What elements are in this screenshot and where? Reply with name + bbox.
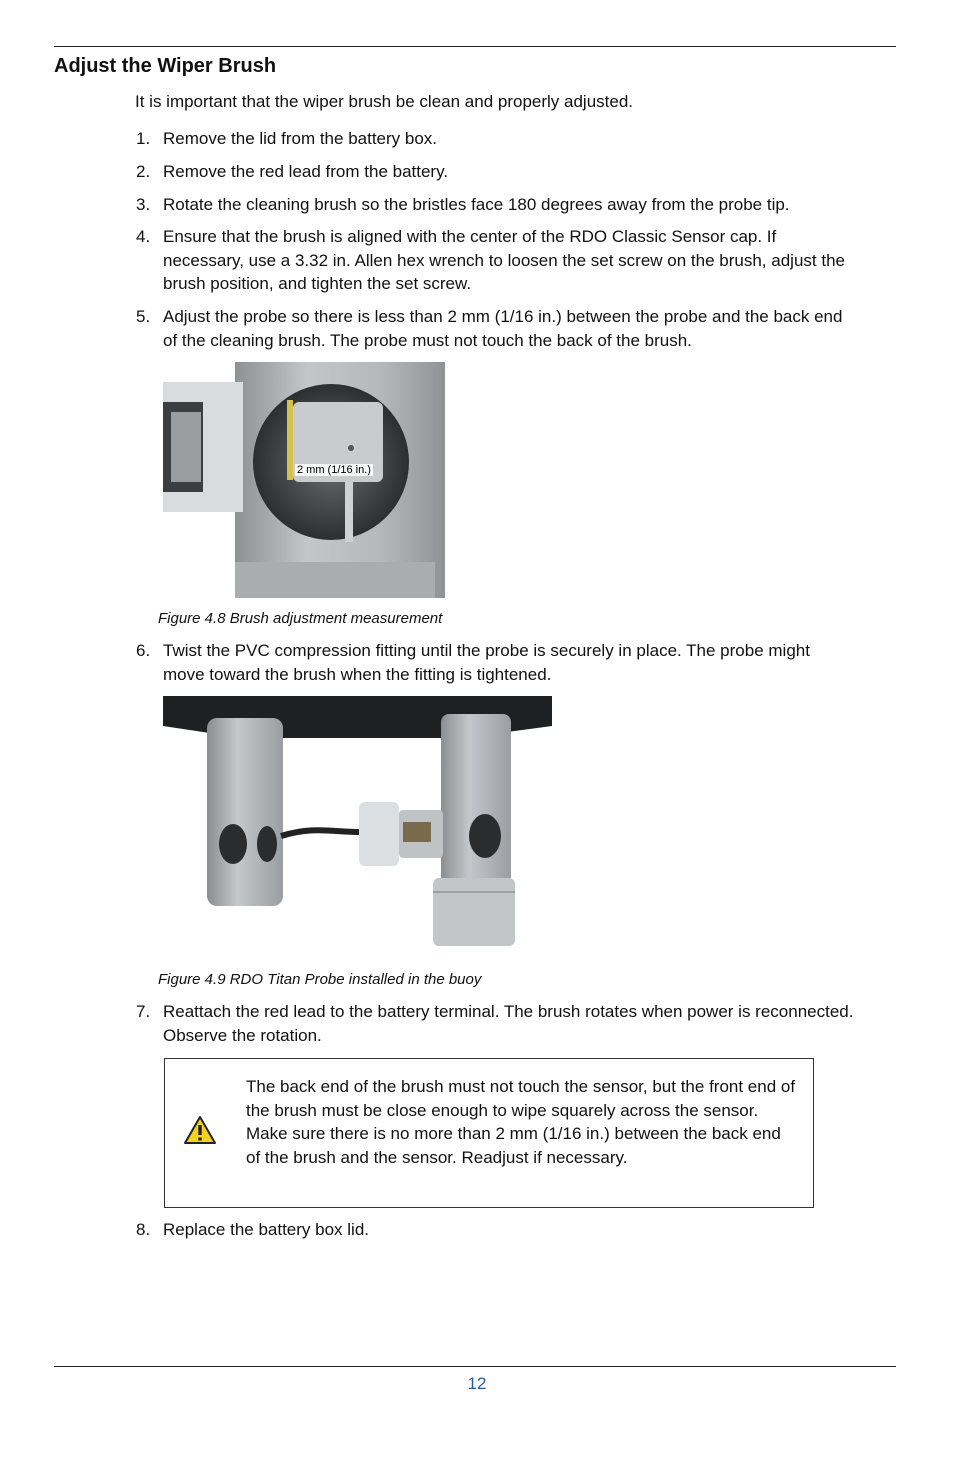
step-1 bbox=[136, 127, 856, 151]
step-number: 5. bbox=[136, 307, 151, 326]
step-text: Adjust the probe so there is less than 2 mm (1/16 in.) between the probe and the back end of the cleaning brush. The probe must not touch the back of the brush. bbox=[163, 307, 843, 350]
step-6 bbox=[136, 639, 856, 686]
figure-caption: Figure 4.9 RDO Titan Probe installed in the buoy bbox=[158, 971, 482, 988]
step-number: 7. bbox=[136, 1002, 151, 1021]
brush-measurement-photo bbox=[163, 362, 445, 598]
step-text: Rotate the cleaning brush so the bristles face 180 degrees away from the probe tip. bbox=[163, 195, 790, 214]
step-8 bbox=[136, 1218, 856, 1242]
step-number: 1. bbox=[136, 129, 151, 148]
step-text: Reattach the red lead to the battery terminal. The brush rotates when power is reconnected. Observe the rotation. bbox=[163, 1002, 854, 1045]
measurement-label: 2 mm (1/16 in.) bbox=[297, 464, 371, 476]
top-rule bbox=[54, 46, 896, 47]
step-text: Replace the battery box lid. bbox=[163, 1220, 370, 1239]
step-number: 2. bbox=[136, 162, 151, 181]
step-text: Twist the PVC compression fitting until the probe is securely in place. The probe might move toward the brush when the fitting is tightened. bbox=[163, 641, 810, 684]
note-text: The back end of the brush must not touch the sensor, but the front end of the brush must be close enough to wipe squarely across the sensor. Make sure there is no more than 2 mm (1/16 in.) between the back end of the brush and the sensor. Readjust if necessary. bbox=[246, 1077, 796, 1167]
step-number: 3. bbox=[136, 195, 151, 214]
step-number: 4. bbox=[136, 227, 151, 246]
step-2 bbox=[136, 160, 856, 184]
step-text: Remove the lid from the battery box. bbox=[163, 129, 438, 148]
step-3 bbox=[136, 193, 856, 217]
probe-installed-photo bbox=[163, 696, 552, 950]
step-4 bbox=[136, 225, 856, 296]
caution-note bbox=[164, 1058, 814, 1208]
figure-caption: Figure 4.8 Brush adjustment measurement bbox=[158, 610, 443, 627]
step-number: 6. bbox=[136, 641, 151, 660]
step-text: Remove the red lead from the battery. bbox=[163, 162, 449, 181]
step-7 bbox=[136, 1000, 856, 1047]
step-number: 8. bbox=[136, 1220, 151, 1239]
section-title: Adjust the Wiper Brush bbox=[54, 55, 277, 77]
step-5 bbox=[136, 305, 856, 352]
bottom-rule bbox=[54, 1366, 896, 1367]
step-text: Ensure that the brush is aligned with the center of the RDO Classic Sensor cap. If necessary, use a 3.32 in. Allen hex wrench to loosen the set screw on the brush, adjust the brush position, and tighten the set screw. bbox=[163, 227, 845, 293]
intro-text: It is important that the wiper brush be clean and properly adjusted. bbox=[135, 92, 634, 111]
warning-icon bbox=[183, 1115, 217, 1150]
page-number: 12 bbox=[467, 1374, 487, 1393]
